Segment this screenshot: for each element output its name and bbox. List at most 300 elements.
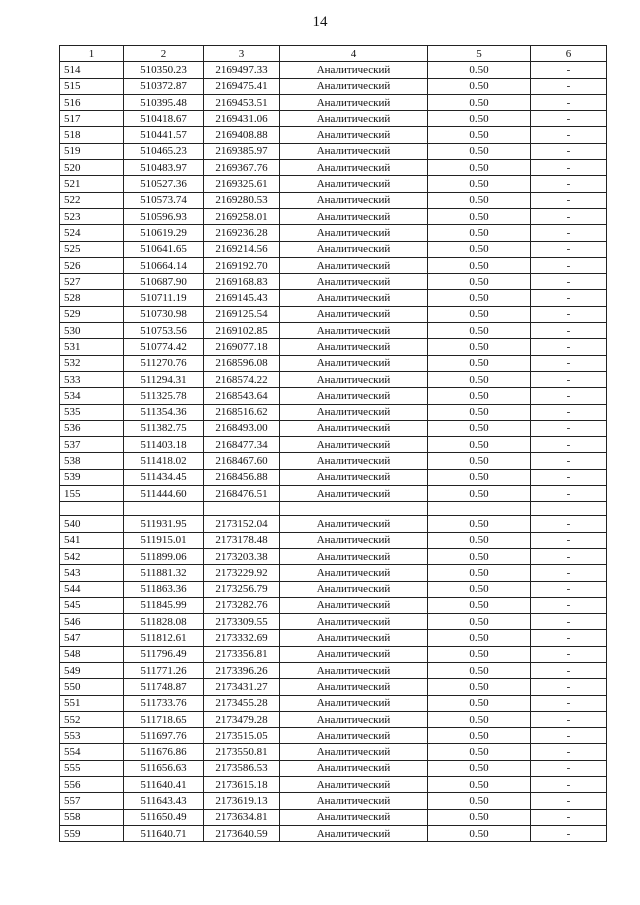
table-row — [60, 597, 607, 613]
table-header-row — [60, 46, 607, 62]
method-cell: Аналитический — [280, 160, 428, 176]
table-row — [60, 679, 607, 695]
x-coordinate-cell: 511676.86 — [124, 744, 204, 760]
method-cell: Аналитический — [280, 94, 428, 110]
accuracy-cell: 0.50 — [428, 532, 531, 548]
header-cell: 4 — [280, 46, 428, 62]
y-coordinate-cell: 2173256.79 — [204, 581, 280, 597]
accuracy-cell: 0.50 — [428, 371, 531, 387]
method-cell: Аналитический — [280, 630, 428, 646]
y-coordinate-cell: 2169497.33 — [204, 62, 280, 78]
accuracy-cell: 0.50 — [428, 306, 531, 322]
method-cell: Аналитический — [280, 274, 428, 290]
empty-cell — [204, 502, 280, 516]
accuracy-cell: 0.50 — [428, 388, 531, 404]
table-row — [60, 809, 607, 825]
accuracy-cell: 0.50 — [428, 127, 531, 143]
note-cell: - — [531, 777, 607, 793]
method-cell: Аналитический — [280, 532, 428, 548]
method-cell: Аналитический — [280, 597, 428, 613]
empty-cell — [531, 502, 607, 516]
point-number-cell: 519 — [60, 143, 124, 159]
accuracy-cell: 0.50 — [428, 695, 531, 711]
coordinates-table — [59, 45, 607, 842]
method-cell: Аналитический — [280, 777, 428, 793]
x-coordinate-cell: 510395.48 — [124, 94, 204, 110]
point-number-cell: 554 — [60, 744, 124, 760]
y-coordinate-cell: 2169125.54 — [204, 306, 280, 322]
y-coordinate-cell: 2173550.81 — [204, 744, 280, 760]
point-number-cell: 552 — [60, 711, 124, 727]
note-cell: - — [531, 176, 607, 192]
note-cell: - — [531, 225, 607, 241]
method-cell: Аналитический — [280, 143, 428, 159]
y-coordinate-cell: 2173479.28 — [204, 711, 280, 727]
method-cell: Аналитический — [280, 646, 428, 662]
accuracy-cell: 0.50 — [428, 274, 531, 290]
x-coordinate-cell: 511796.49 — [124, 646, 204, 662]
point-number-cell: 545 — [60, 597, 124, 613]
note-cell: - — [531, 711, 607, 727]
header-cell: 5 — [428, 46, 531, 62]
accuracy-cell: 0.50 — [428, 208, 531, 224]
method-cell: Аналитический — [280, 208, 428, 224]
accuracy-cell: 0.50 — [428, 420, 531, 436]
header-cell: 6 — [531, 46, 607, 62]
x-coordinate-cell: 511881.32 — [124, 565, 204, 581]
y-coordinate-cell: 2173634.81 — [204, 809, 280, 825]
accuracy-cell: 0.50 — [428, 777, 531, 793]
method-cell: Аналитический — [280, 290, 428, 306]
accuracy-cell: 0.50 — [428, 565, 531, 581]
x-coordinate-cell: 511382.75 — [124, 420, 204, 436]
table-row — [60, 111, 607, 127]
table-row — [60, 160, 607, 176]
note-cell: - — [531, 388, 607, 404]
note-cell: - — [531, 597, 607, 613]
y-coordinate-cell: 2168543.64 — [204, 388, 280, 404]
method-cell: Аналитический — [280, 225, 428, 241]
table-row — [60, 825, 607, 841]
table-row — [60, 225, 607, 241]
note-cell: - — [531, 339, 607, 355]
y-coordinate-cell: 2169475.41 — [204, 78, 280, 94]
point-number-cell: 559 — [60, 825, 124, 841]
table-row — [60, 323, 607, 339]
accuracy-cell: 0.50 — [428, 793, 531, 809]
note-cell: - — [531, 290, 607, 306]
note-cell: - — [531, 679, 607, 695]
method-cell: Аналитический — [280, 404, 428, 420]
table-row — [60, 127, 607, 143]
x-coordinate-cell: 510573.74 — [124, 192, 204, 208]
x-coordinate-cell: 511444.60 — [124, 486, 204, 502]
method-cell: Аналитический — [280, 257, 428, 273]
point-number-cell: 520 — [60, 160, 124, 176]
table-row — [60, 437, 607, 453]
note-cell: - — [531, 127, 607, 143]
method-cell: Аналитический — [280, 548, 428, 564]
note-cell: - — [531, 662, 607, 678]
method-cell: Аналитический — [280, 728, 428, 744]
note-cell: - — [531, 257, 607, 273]
y-coordinate-cell: 2169408.88 — [204, 127, 280, 143]
point-number-cell: 515 — [60, 78, 124, 94]
note-cell: - — [531, 274, 607, 290]
note-cell: - — [531, 548, 607, 564]
table-row — [60, 516, 607, 532]
note-cell: - — [531, 160, 607, 176]
accuracy-cell: 0.50 — [428, 290, 531, 306]
y-coordinate-cell: 2173586.53 — [204, 760, 280, 776]
y-coordinate-cell: 2173332.69 — [204, 630, 280, 646]
note-cell: - — [531, 516, 607, 532]
method-cell: Аналитический — [280, 614, 428, 630]
group-separator-row — [60, 502, 607, 516]
table-row — [60, 290, 607, 306]
method-cell: Аналитический — [280, 437, 428, 453]
y-coordinate-cell: 2169102.85 — [204, 323, 280, 339]
accuracy-cell: 0.50 — [428, 94, 531, 110]
point-number-cell: 537 — [60, 437, 124, 453]
accuracy-cell: 0.50 — [428, 404, 531, 420]
empty-cell — [428, 502, 531, 516]
method-cell: Аналитический — [280, 388, 428, 404]
point-number-cell: 523 — [60, 208, 124, 224]
method-cell: Аналитический — [280, 420, 428, 436]
accuracy-cell: 0.50 — [428, 679, 531, 695]
accuracy-cell: 0.50 — [428, 453, 531, 469]
x-coordinate-cell: 511418.02 — [124, 453, 204, 469]
page-number: 14 — [312, 14, 328, 30]
note-cell: - — [531, 404, 607, 420]
point-number-cell: 516 — [60, 94, 124, 110]
empty-cell — [280, 502, 428, 516]
accuracy-cell: 0.50 — [428, 646, 531, 662]
note-cell: - — [531, 420, 607, 436]
x-coordinate-cell: 510465.23 — [124, 143, 204, 159]
y-coordinate-cell: 2169280.53 — [204, 192, 280, 208]
note-cell: - — [531, 532, 607, 548]
y-coordinate-cell: 2168596.08 — [204, 355, 280, 371]
method-cell: Аналитический — [280, 306, 428, 322]
note-cell: - — [531, 646, 607, 662]
table-row — [60, 339, 607, 355]
y-coordinate-cell: 2173203.38 — [204, 548, 280, 564]
accuracy-cell: 0.50 — [428, 62, 531, 78]
point-number-cell: 514 — [60, 62, 124, 78]
x-coordinate-cell: 510641.65 — [124, 241, 204, 257]
accuracy-cell: 0.50 — [428, 581, 531, 597]
x-coordinate-cell: 510350.23 — [124, 62, 204, 78]
x-coordinate-cell: 511640.71 — [124, 825, 204, 841]
table-row — [60, 420, 607, 436]
method-cell: Аналитический — [280, 793, 428, 809]
point-number-cell: 551 — [60, 695, 124, 711]
y-coordinate-cell: 2173229.92 — [204, 565, 280, 581]
table-row — [60, 581, 607, 597]
y-coordinate-cell: 2173515.05 — [204, 728, 280, 744]
accuracy-cell: 0.50 — [428, 597, 531, 613]
method-cell: Аналитический — [280, 679, 428, 695]
y-coordinate-cell: 2169168.83 — [204, 274, 280, 290]
note-cell: - — [531, 630, 607, 646]
point-number-cell: 532 — [60, 355, 124, 371]
method-cell: Аналитический — [280, 662, 428, 678]
y-coordinate-cell: 2169325.61 — [204, 176, 280, 192]
point-number-cell: 544 — [60, 581, 124, 597]
method-cell: Аналитический — [280, 565, 428, 581]
y-coordinate-cell: 2168516.62 — [204, 404, 280, 420]
y-coordinate-cell: 2173356.81 — [204, 646, 280, 662]
accuracy-cell: 0.50 — [428, 111, 531, 127]
point-number-cell: 555 — [60, 760, 124, 776]
note-cell: - — [531, 565, 607, 581]
table-row — [60, 614, 607, 630]
accuracy-cell: 0.50 — [428, 78, 531, 94]
accuracy-cell: 0.50 — [428, 355, 531, 371]
note-cell: - — [531, 744, 607, 760]
accuracy-cell: 0.50 — [428, 825, 531, 841]
point-number-cell: 535 — [60, 404, 124, 420]
accuracy-cell: 0.50 — [428, 160, 531, 176]
accuracy-cell: 0.50 — [428, 339, 531, 355]
point-number-cell: 541 — [60, 532, 124, 548]
table-row — [60, 711, 607, 727]
note-cell: - — [531, 581, 607, 597]
accuracy-cell: 0.50 — [428, 760, 531, 776]
accuracy-cell: 0.50 — [428, 257, 531, 273]
x-coordinate-cell: 510483.97 — [124, 160, 204, 176]
table-row — [60, 548, 607, 564]
x-coordinate-cell: 510619.29 — [124, 225, 204, 241]
x-coordinate-cell: 510372.87 — [124, 78, 204, 94]
y-coordinate-cell: 2173455.28 — [204, 695, 280, 711]
x-coordinate-cell: 511931.95 — [124, 516, 204, 532]
note-cell: - — [531, 323, 607, 339]
y-coordinate-cell: 2169258.01 — [204, 208, 280, 224]
method-cell: Аналитический — [280, 111, 428, 127]
x-coordinate-cell: 511771.26 — [124, 662, 204, 678]
table-row — [60, 355, 607, 371]
point-number-cell: 533 — [60, 371, 124, 387]
accuracy-cell: 0.50 — [428, 241, 531, 257]
x-coordinate-cell: 511828.08 — [124, 614, 204, 630]
method-cell: Аналитический — [280, 241, 428, 257]
y-coordinate-cell: 2168574.22 — [204, 371, 280, 387]
note-cell: - — [531, 825, 607, 841]
y-coordinate-cell: 2173615.18 — [204, 777, 280, 793]
point-number-cell: 542 — [60, 548, 124, 564]
table-row — [60, 208, 607, 224]
table-row — [60, 565, 607, 581]
note-cell: - — [531, 371, 607, 387]
x-coordinate-cell: 511863.36 — [124, 581, 204, 597]
method-cell: Аналитический — [280, 486, 428, 502]
method-cell: Аналитический — [280, 323, 428, 339]
point-number-cell: 527 — [60, 274, 124, 290]
table-row — [60, 630, 607, 646]
point-number-cell: 518 — [60, 127, 124, 143]
method-cell: Аналитический — [280, 78, 428, 94]
header-cell: 2 — [124, 46, 204, 62]
method-cell: Аналитический — [280, 825, 428, 841]
table-row — [60, 532, 607, 548]
x-coordinate-cell: 510664.14 — [124, 257, 204, 273]
point-number-cell: 524 — [60, 225, 124, 241]
accuracy-cell: 0.50 — [428, 516, 531, 532]
method-cell: Аналитический — [280, 176, 428, 192]
x-coordinate-cell: 511270.76 — [124, 355, 204, 371]
x-coordinate-cell: 511434.45 — [124, 469, 204, 485]
method-cell: Аналитический — [280, 371, 428, 387]
table-row — [60, 453, 607, 469]
point-number-cell: 521 — [60, 176, 124, 192]
y-coordinate-cell: 2169214.56 — [204, 241, 280, 257]
accuracy-cell: 0.50 — [428, 192, 531, 208]
y-coordinate-cell: 2173282.76 — [204, 597, 280, 613]
point-number-cell: 543 — [60, 565, 124, 581]
empty-cell — [124, 502, 204, 516]
y-coordinate-cell: 2168493.00 — [204, 420, 280, 436]
method-cell: Аналитический — [280, 744, 428, 760]
note-cell: - — [531, 94, 607, 110]
table-row — [60, 728, 607, 744]
note-cell: - — [531, 192, 607, 208]
y-coordinate-cell: 2169236.28 — [204, 225, 280, 241]
accuracy-cell: 0.50 — [428, 711, 531, 727]
point-number-cell: 539 — [60, 469, 124, 485]
accuracy-cell: 0.50 — [428, 437, 531, 453]
x-coordinate-cell: 511650.49 — [124, 809, 204, 825]
y-coordinate-cell: 2168477.34 — [204, 437, 280, 453]
y-coordinate-cell: 2168476.51 — [204, 486, 280, 502]
accuracy-cell: 0.50 — [428, 176, 531, 192]
table-row — [60, 469, 607, 485]
table-row — [60, 143, 607, 159]
table-row — [60, 695, 607, 711]
table-row — [60, 274, 607, 290]
y-coordinate-cell: 2169192.70 — [204, 257, 280, 273]
table-row — [60, 760, 607, 776]
table-body — [60, 46, 607, 842]
note-cell: - — [531, 469, 607, 485]
note-cell: - — [531, 437, 607, 453]
table-row — [60, 241, 607, 257]
table-row — [60, 94, 607, 110]
accuracy-cell: 0.50 — [428, 469, 531, 485]
point-number-cell: 525 — [60, 241, 124, 257]
accuracy-cell: 0.50 — [428, 486, 531, 502]
note-cell: - — [531, 241, 607, 257]
table-row — [60, 388, 607, 404]
y-coordinate-cell: 2169385.97 — [204, 143, 280, 159]
y-coordinate-cell: 2169431.06 — [204, 111, 280, 127]
x-coordinate-cell: 510687.90 — [124, 274, 204, 290]
note-cell: - — [531, 62, 607, 78]
accuracy-cell: 0.50 — [428, 662, 531, 678]
accuracy-cell: 0.50 — [428, 225, 531, 241]
note-cell: - — [531, 78, 607, 94]
point-number-cell: 155 — [60, 486, 124, 502]
y-coordinate-cell: 2169367.76 — [204, 160, 280, 176]
point-number-cell: 549 — [60, 662, 124, 678]
accuracy-cell: 0.50 — [428, 744, 531, 760]
header-cell: 3 — [204, 46, 280, 62]
y-coordinate-cell: 2173178.48 — [204, 532, 280, 548]
table-row — [60, 78, 607, 94]
note-cell: - — [531, 809, 607, 825]
table-row — [60, 306, 607, 322]
method-cell: Аналитический — [280, 339, 428, 355]
x-coordinate-cell: 511354.36 — [124, 404, 204, 420]
table-row — [60, 371, 607, 387]
x-coordinate-cell: 510711.19 — [124, 290, 204, 306]
point-number-cell: 547 — [60, 630, 124, 646]
note-cell: - — [531, 453, 607, 469]
point-number-cell: 528 — [60, 290, 124, 306]
table-row — [60, 486, 607, 502]
point-number-cell: 530 — [60, 323, 124, 339]
empty-cell — [60, 502, 124, 516]
x-coordinate-cell: 511718.65 — [124, 711, 204, 727]
x-coordinate-cell: 511733.76 — [124, 695, 204, 711]
x-coordinate-cell: 511640.41 — [124, 777, 204, 793]
table-row — [60, 176, 607, 192]
table-row — [60, 646, 607, 662]
y-coordinate-cell: 2173619.13 — [204, 793, 280, 809]
accuracy-cell: 0.50 — [428, 728, 531, 744]
x-coordinate-cell: 511697.76 — [124, 728, 204, 744]
point-number-cell: 522 — [60, 192, 124, 208]
note-cell: - — [531, 760, 607, 776]
point-number-cell: 540 — [60, 516, 124, 532]
x-coordinate-cell: 511915.01 — [124, 532, 204, 548]
note-cell: - — [531, 306, 607, 322]
point-number-cell: 558 — [60, 809, 124, 825]
method-cell: Аналитический — [280, 711, 428, 727]
point-number-cell: 529 — [60, 306, 124, 322]
accuracy-cell: 0.50 — [428, 614, 531, 630]
y-coordinate-cell: 2168467.60 — [204, 453, 280, 469]
table-row — [60, 793, 607, 809]
table-row — [60, 257, 607, 273]
header-cell: 1 — [60, 46, 124, 62]
table-row — [60, 404, 607, 420]
note-cell: - — [531, 355, 607, 371]
x-coordinate-cell: 510730.98 — [124, 306, 204, 322]
point-number-cell: 550 — [60, 679, 124, 695]
note-cell: - — [531, 695, 607, 711]
table-row — [60, 662, 607, 678]
method-cell: Аналитический — [280, 516, 428, 532]
method-cell: Аналитический — [280, 127, 428, 143]
point-number-cell: 557 — [60, 793, 124, 809]
x-coordinate-cell: 510418.67 — [124, 111, 204, 127]
method-cell: Аналитический — [280, 760, 428, 776]
x-coordinate-cell: 511325.78 — [124, 388, 204, 404]
y-coordinate-cell: 2169145.43 — [204, 290, 280, 306]
point-number-cell: 531 — [60, 339, 124, 355]
point-number-cell: 556 — [60, 777, 124, 793]
method-cell: Аналитический — [280, 809, 428, 825]
x-coordinate-cell: 510753.56 — [124, 323, 204, 339]
y-coordinate-cell: 2173309.55 — [204, 614, 280, 630]
y-coordinate-cell: 2173640.59 — [204, 825, 280, 841]
method-cell: Аналитический — [280, 469, 428, 485]
y-coordinate-cell: 2173396.26 — [204, 662, 280, 678]
point-number-cell: 538 — [60, 453, 124, 469]
